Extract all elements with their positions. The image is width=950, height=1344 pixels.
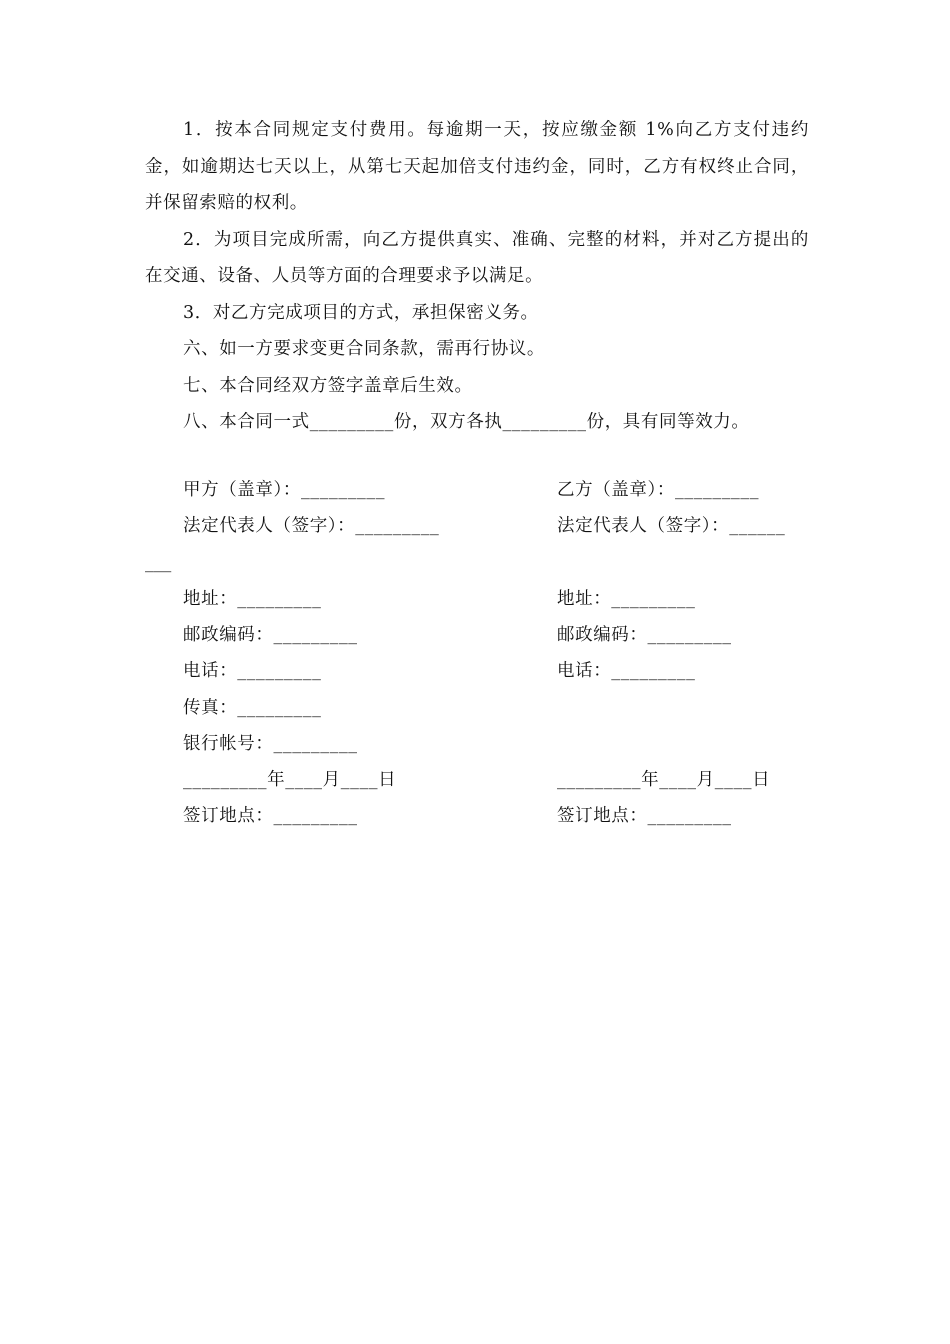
party-b-postcode: 邮政编码：_________ xyxy=(557,625,732,645)
party-b-representative: 法定代表人（签字）：______ xyxy=(557,516,786,536)
party-b-signing-place: 签订地点：_________ xyxy=(557,806,732,826)
clause-copies: 八、本合同一式_________份，双方各执_________份，具有同等效力。 xyxy=(183,412,750,432)
party-b-phone: 电话：_________ xyxy=(557,661,696,681)
contract-clauses xyxy=(145,112,809,441)
party-b-seal: 乙方（盖章）：_________ xyxy=(557,480,760,500)
clause-effective: 七、本合同经双方签字盖章后生效。 xyxy=(183,375,473,396)
party-b-date: _________年____月____日 xyxy=(557,770,771,790)
party-a-bank-account: 银行帐号：_________ xyxy=(183,734,358,754)
clause-confidentiality: 3．对乙方完成项目的方式，承担保密义务。 xyxy=(183,302,539,323)
party-a-date: _________年____月____日 xyxy=(183,770,397,790)
clause-amendment: 六、如一方要求变更合同条款，需再行协议。 xyxy=(183,339,545,359)
party-a-phone: 电话：_________ xyxy=(183,661,322,681)
party-a-signing-place: 签订地点：_________ xyxy=(183,806,358,826)
party-a-representative: 法定代表人（签字）：_________ xyxy=(183,516,440,536)
party-a-address: 地址：_________ xyxy=(183,589,322,609)
clause-payment: 1．按本合同规定支付费用。每逾期一天，按应缴金额 1%向乙方支付违约金，如逾期达七天以上，从第七天起加倍支付违约金，同时，乙方有权终止合同，并保留索赔的权利。 xyxy=(145,120,809,213)
clause-materials: 2．为项目完成所需，向乙方提供真实、准确、完整的材料，并对乙方提出的在交通、设备、人员等方面的合理要求予以满足。 xyxy=(145,229,809,286)
party-b-representative-wrap: ___ xyxy=(145,553,172,573)
party-a-postcode: 邮政编码：_________ xyxy=(183,625,358,645)
party-a-fax: 传真：_________ xyxy=(183,698,322,718)
party-b-address: 地址：_________ xyxy=(557,589,696,609)
party-a-seal: 甲方（盖章）：_________ xyxy=(183,480,386,500)
